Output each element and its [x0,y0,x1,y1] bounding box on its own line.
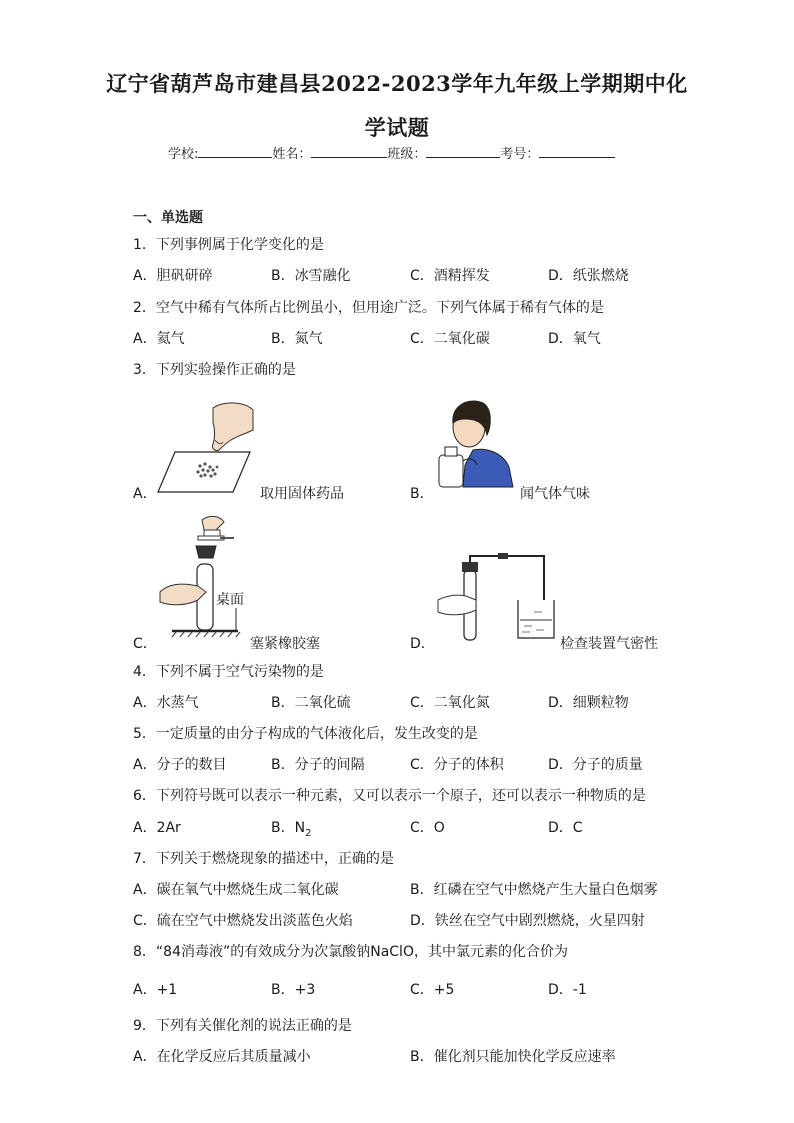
q3-caption-a: 取用固体药品 [260,486,344,502]
q3-caption-d: 检查装置气密性 [560,636,658,652]
q6-option-a[interactable]: A．2Ar [133,820,181,836]
q6-option-c[interactable]: C．O [410,820,445,836]
question-6-stem: 6．下列符号既可以表示一种元素，又可以表示一个原子，还可以表示一种物质的是 [133,788,646,804]
q8-option-c[interactable]: C．+5 [410,982,455,998]
class-blank[interactable] [426,144,500,158]
q5-option-d[interactable]: D．分子的质量 [548,757,643,773]
q2-option-a[interactable]: A．氦气 [133,331,185,347]
figure-c-rubber-stopper [158,512,248,637]
question-5-stem: 5．一定质量的由分子构成的气体液化后，发生改变的是 [133,726,478,742]
q5-option-b[interactable]: B．分子的间隔 [271,757,365,773]
q6-option-b[interactable] [271,817,311,839]
question-7-stem: 7．下列关于燃烧现象的描述中，正确的是 [133,851,394,867]
figure-c-desk-label: 桌面 [216,592,244,608]
question-9-stem: 9．下列有关催化剂的说法正确的是 [133,1018,352,1034]
q9-option-a[interactable]: A．在化学反应后其质量减小 [133,1049,311,1065]
question-8-stem: 8．“84消毒液”的有效成分为次氯酸钠NaClO，其中氯元素的化合价为 [133,944,568,960]
student-info-row [168,143,615,162]
exam-title-line2: 学试题 [364,115,430,140]
q4-option-c[interactable]: C．二氧化氮 [410,695,490,711]
q5-option-c[interactable]: C．分子的体积 [410,757,504,773]
name-label: 姓名： [272,147,312,162]
section-heading: 一、单选题 [133,210,203,226]
q3-option-b[interactable]: B． [410,486,434,502]
q4-option-b[interactable]: B．二氧化硫 [271,695,351,711]
q1-option-d[interactable]: D．纸张燃烧 [548,268,629,284]
q4-option-a[interactable]: A．水蒸气 [133,695,199,711]
school-label: 学校: [168,147,199,162]
figure-d-airtightness-check [436,550,556,645]
q6-option-b-text: B．N [271,820,306,836]
question-1-stem: 1．下列事例属于化学变化的是 [133,237,324,253]
class-label: 班级： [387,147,427,162]
q3-caption-b: 闻气体气味 [520,486,590,502]
q1-option-a[interactable]: A．胆矾研碎 [133,268,213,284]
q3-option-d[interactable]: D． [410,636,435,652]
q7-option-d[interactable]: D．铁丝在空气中剧烈燃烧，火星四射 [410,913,645,929]
q2-option-b[interactable]: B．氮气 [271,331,323,347]
question-4-stem: 4．下列不属于空气污染物的是 [133,664,324,680]
question-3-stem: 3．下列实验操作正确的是 [133,362,296,378]
q1-option-c[interactable]: C．酒精挥发 [410,268,490,284]
q7-option-c[interactable]: C．硫在空气中燃烧发出淡蓝色火焰 [133,913,353,929]
exam-title-line1: 辽宁省葫芦岛市建昌县2022-2023学年九年级上学期期中化 [106,71,688,96]
q3-option-c[interactable]: C． [133,636,157,652]
q8-option-b[interactable]: B．+3 [271,982,316,998]
q6-option-b-subscript: 2 [305,827,312,839]
q8-option-d[interactable]: D．-1 [548,982,587,998]
q8-option-a[interactable]: A．+1 [133,982,178,998]
name-blank[interactable] [311,144,387,158]
q1-option-b[interactable]: B．冰雪融化 [271,268,351,284]
figure-b-smelling-gas [435,395,515,495]
school-blank[interactable] [198,144,272,158]
q9-option-b[interactable]: B．催化剂只能加快化学反应速率 [410,1049,616,1065]
q3-option-a[interactable]: A． [133,486,157,502]
exam-no-label: 考号： [500,147,540,162]
q6-option-d[interactable]: D．C [548,820,583,836]
q4-option-d[interactable]: D．细颗粒物 [548,695,629,711]
q7-option-b[interactable]: B．红磷在空气中燃烧产生大量白色烟雾 [410,882,658,898]
figure-a-solid-reagent [155,400,255,500]
q7-option-a[interactable]: A．碳在氧气中燃烧生成二氧化碳 [133,882,339,898]
q2-option-c[interactable]: C．二氧化碳 [410,331,490,347]
exam-no-blank[interactable] [539,144,615,158]
question-2-stem: 2．空气中稀有气体所占比例虽小，但用途广泛。下列气体属于稀有气体的是 [133,300,604,316]
q5-option-a[interactable]: A．分子的数目 [133,757,227,773]
q2-option-d[interactable]: D．氧气 [548,331,601,347]
q3-caption-c: 塞紧橡胶塞 [250,636,320,652]
